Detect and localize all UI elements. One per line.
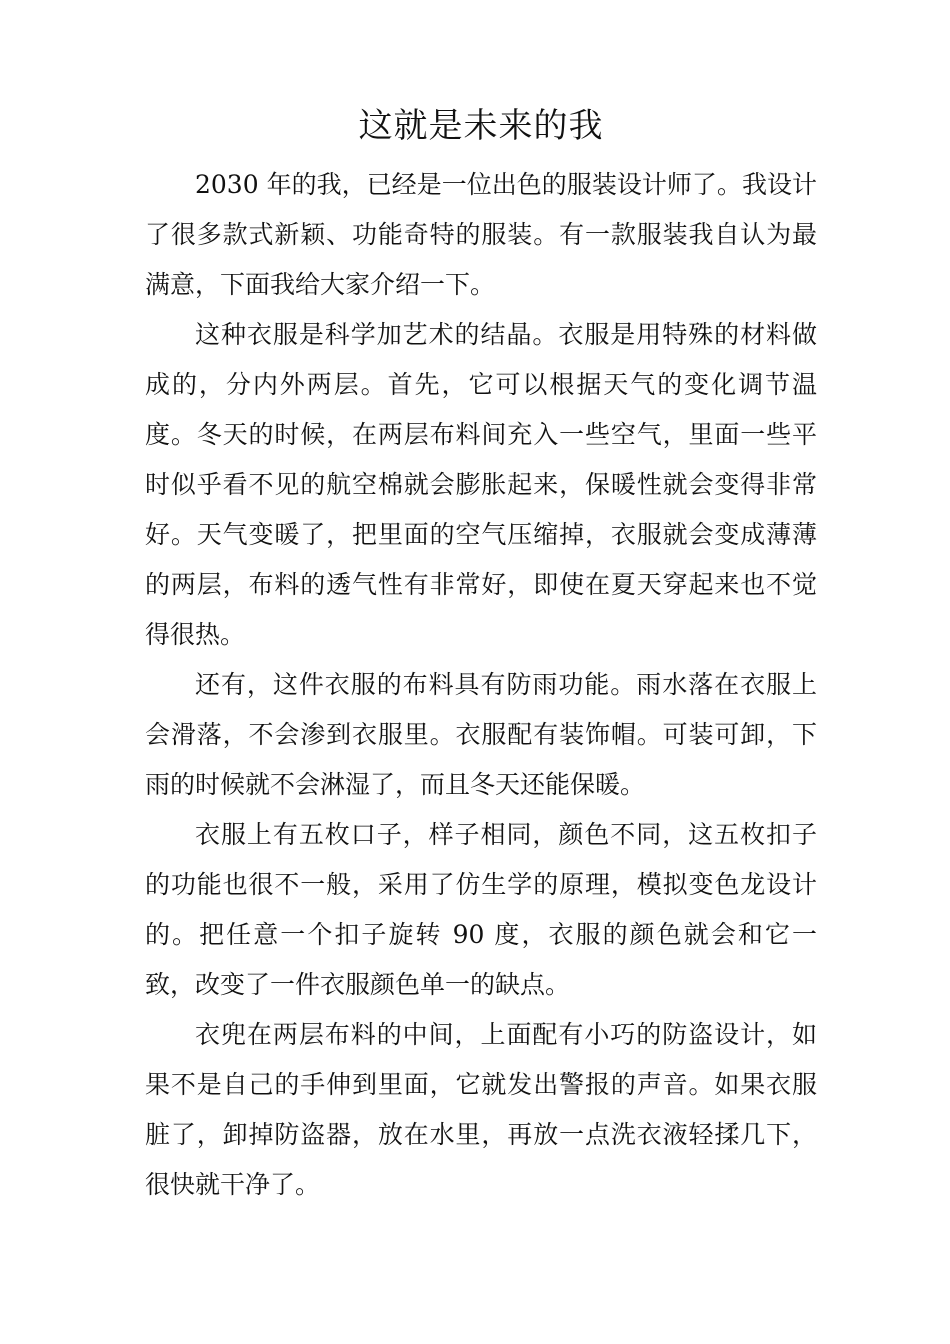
paragraph-5: 衣兜在两层布料的中间，上面配有小巧的防盗设计，如果不是自己的手伸到里面，它就发出警报的声音。如果衣服脏了，卸掉防盗器，放在水里，再放一点洗衣液轻揉几下，很快就干净了。 bbox=[145, 1020, 817, 1199]
paragraph-3: 还有，这件衣服的布料具有防雨功能。雨水落在衣服上会滑落，不会渗到衣服里。衣服配有装饰帽。可装可卸，下雨的时候就不会淋湿了，而且冬天还能保暖。 bbox=[145, 670, 817, 799]
document-page bbox=[145, 96, 817, 1210]
paragraph-4: 衣服上有五枚口子，样子相同，颜色不同，这五枚扣子的功能也很不一般，采用了仿生学的原理，模拟变色龙设计的。把任意一个扣子旋转 90 度，衣服的颜色就会和它一致，改变了一件衣服颜色单一的缺点。 bbox=[145, 820, 817, 999]
paragraph-2: 这种衣服是科学加艺术的结晶。衣服是用特殊的材料做成的，分内外两层。首先，它可以根据天气的变化调节温度。冬天的时候，在两层布料间充入一些空气，里面一些平时似乎看不见的航空棉就会膨胀起来，保暖性就会变得非常好。天气变暖了，把里面的空气压缩掉，衣服就会变成薄薄的两层，布料的透气性有非常好，即使在夏天穿起来也不觉得很热。 bbox=[145, 320, 817, 649]
paragraph-1: 2030 年的我，已经是一位出色的服装设计师了。我设计了很多款式新颖、功能奇特的服装。有一款服装我自认为最满意，下面我给大家介绍一下。 bbox=[145, 170, 817, 299]
document-title: 这就是未来的我 bbox=[358, 106, 604, 146]
